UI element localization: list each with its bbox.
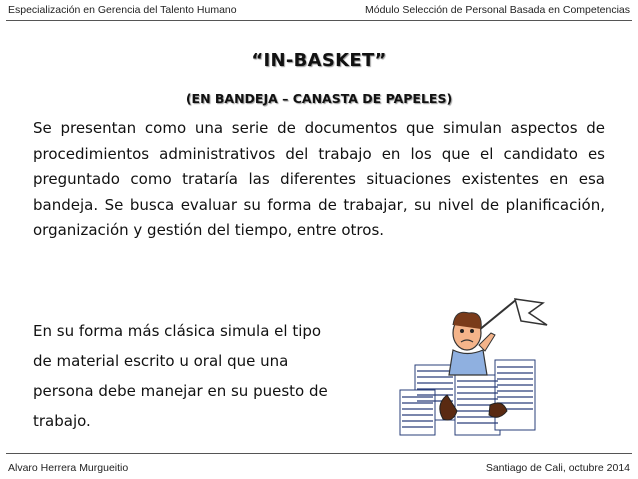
footer-right-text: Santiago de Cali, octubre 2014 [485, 462, 630, 474]
slide-subtitle: (EN BANDEJA – CANASTA DE PAPELES) [185, 91, 453, 106]
footer-left-text: Alvaro Herrera Murgueitio [8, 462, 129, 474]
paragraph-description: Se presentan como una serie de documentos que simulan aspectos de procedimientos administrativos del trabajo en los que el candidato es preguntado como trataría las diferentes situaciones existentes en esa bandeja. Se busca evaluar su forma de trabajar, su nivel de planificación, organización y gestión del tiempo, entre otros. [33, 119, 605, 239]
header-left-text: Especialización en Gerencia del Talento Humano [8, 4, 237, 16]
header-divider [6, 20, 632, 21]
slide-title: “IN-BASKET” [251, 50, 387, 71]
paragraph-classic-form: En su forma más clásica simula el tipo de material escrito u oral que una persona debe manejar en su puesto de trabajo. [33, 322, 328, 430]
overwhelmed-person-with-paper-stacks-icon [395, 295, 555, 445]
footer-divider [6, 453, 632, 454]
header-right-text: Módulo Selección de Personal Basada en Competencias [365, 4, 630, 16]
